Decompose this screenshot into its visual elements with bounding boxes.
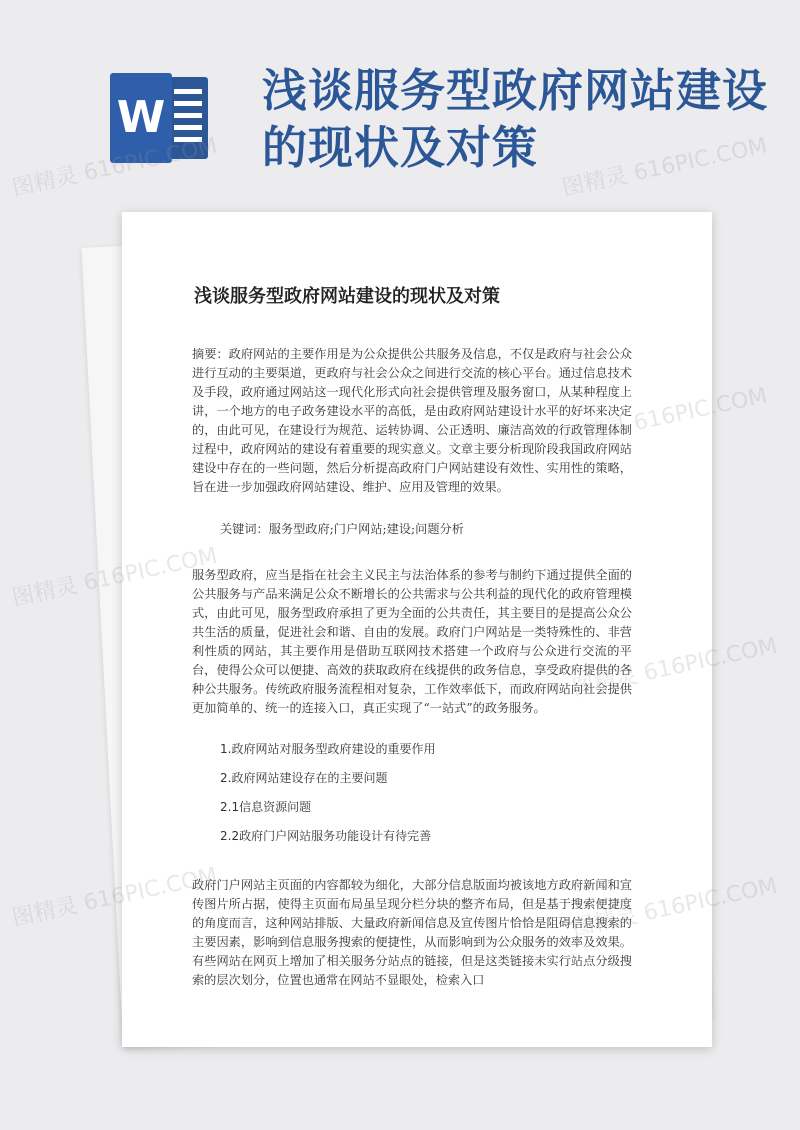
section-heading-2-2: 2.2政府门户网站服务功能设计有待完善 — [220, 829, 432, 843]
section-heading-2-1: 2.1信息资源问题 — [220, 800, 312, 814]
body-paragraph: 政府门户网站主页面的内容都较为细化，大部分信息版面均被该地方政府新闻和宣传图片所占据，使得主页面布局虽呈现分栏分块的整齐布局，但是基于搜索便捷度的角度而言，这种网站排版、大量政府新闻信息及宣传图片恰恰是阻碍信息搜索的主要因素，影响到信息服务搜索的便捷性，从而影响到为公众服务的效率及效果。有些网站在网页上增加了相关服务分站点的链接，但是这类链接未实行站点分级搜索的层次划分，位置也通常在网站不显眼处，检索入口 — [192, 878, 632, 987]
watermark: 图精灵 616PIC.COM — [560, 383, 770, 452]
intro-paragraph: 服务型政府，应当是指在社会主义民主与法治体系的参考与制约下通过提供全面的公共服务与产品来满足公众不断增长的公共需求与公共利益的现代化的政府管理模式，由此可见，服务型政府承担了更为全面的公共责任，其主要目的是提高公众公共生活的质量，促进社会和谐、自由的发展。政府门户网站是一类特殊性的、非营利性质的网站，其主要作用是借助互联网技术搭建一个政府与公众进行交流的平台，使得公众可以便捷、高效的获取政府在线提供的政务信息，享受政府提供的各种公共服务。传统政府服务流程相对复杂，工作效率低下，而政府网站向社会提供更加简单的、统一的连接入口，真正实现了“一站式”的政务服务。 — [192, 568, 632, 715]
watermark: 图精灵 616PIC.COM — [10, 863, 220, 932]
watermark: 图精灵 616PIC.COM — [10, 133, 220, 202]
watermark: 图精灵 616PIC.COM — [10, 543, 220, 612]
section-heading-2: 2.政府网站建设存在的主要问题 — [220, 771, 388, 785]
document-title: 浅谈服务型政府网站建设的现状及对策 — [194, 286, 500, 307]
section-heading-1: 1.政府网站对服务型政府建设的重要作用 — [220, 742, 436, 756]
abstract-paragraph: 摘要：政府网站的主要作用是为公众提供公共服务及信息，不仅是政府与社会公众进行互动的主要渠道，更政府与社会公众之间进行交流的核心平台。通过信息技术及手段，政府通过网站这一现代化形式向社会提供管理及服务窗口，从某种程度上讲，一个地方的电子政务建设水平的高低，是由政府网站建设计水平的好坏来决定的，由此可见，在建设行为规范、运转协调、公正透明、廉洁高效的行政管理体制过程中，政府网站的建设有着重要的现实意义。文章主要分析现阶段我国政府网站建设中存在的一些问题，然后分析提高政府门户网站建设有效性、实用性的策略，旨在进一步加强政府网站建设、维护、应用及管理的效果。 — [192, 347, 632, 494]
keywords-line: 关键词：服务型政府;门户网站;建设;问题分析 — [220, 522, 464, 536]
word-logo-letter: W — [110, 73, 172, 163]
document-page — [122, 212, 712, 1047]
watermark: 图精灵 616PIC.COM — [570, 633, 780, 702]
word-document-icon — [110, 73, 210, 163]
watermark: 图精灵 616PIC.COM — [570, 873, 780, 942]
watermark: 图精灵 616PIC.COM — [560, 133, 770, 202]
banner-title: 浅谈服务型政府网站建设的现状及对策 — [262, 64, 769, 174]
